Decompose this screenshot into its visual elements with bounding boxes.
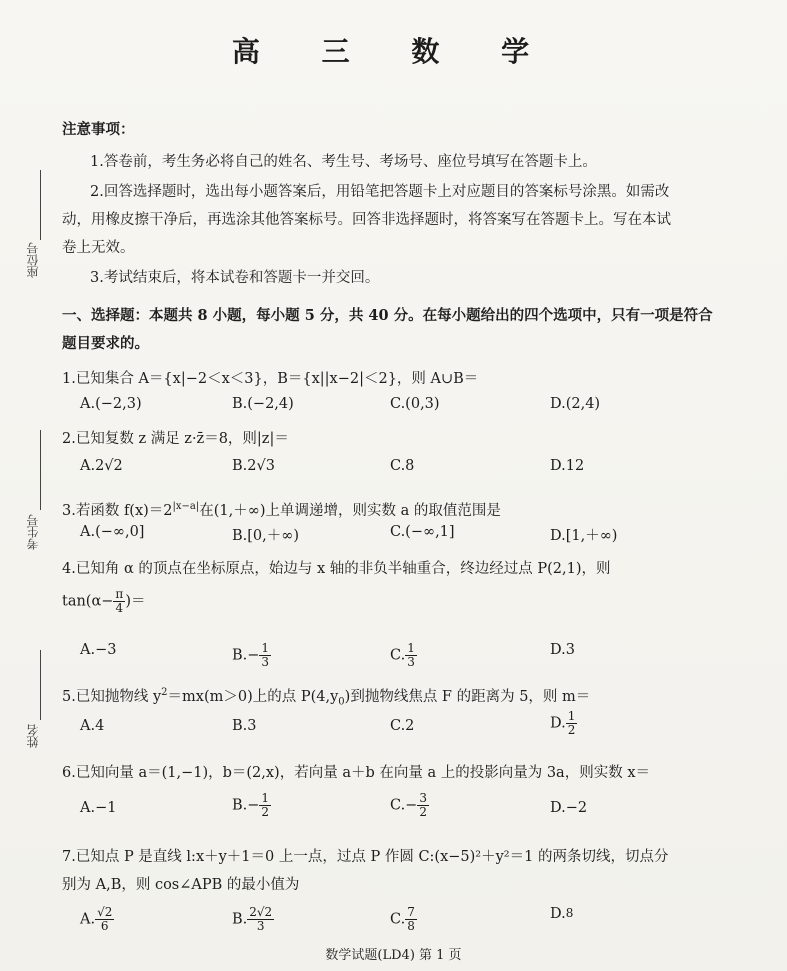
option-b: B.(−2,4) (232, 396, 294, 412)
side-seat-field (18, 170, 48, 310)
option-b: B.[0,＋∞) (232, 528, 299, 544)
option-b: B.− $\frac{1}{3}$ (232, 641, 270, 669)
option-d: D.(2,4) (550, 396, 601, 412)
question-1-stem: 1.已知集合 A＝{x|−2＜x＜3}，B＝{x||x−2|＜2}，则 A∪B＝ (62, 371, 479, 387)
question-6-stem: 6.已知向量 a＝(1,−1)，b＝(2,x)，若向量 a＋b 在向量 a 上的投影向量为 3a，则实数 x＝ (62, 765, 650, 781)
question-5-stem: 5.已知抛物线 $y^2=mx(m>0)$上的点 $P(4,y_0)$到抛物线焦点 F 的距离为 5，则 m＝ (62, 687, 591, 708)
q4-tan-pre: tan(α− (62, 593, 114, 610)
section-heading-1: 一、选择题：本题共 8 小题，每小题 5 分，共 40 分。在每小题给出的四个选项中，只有一项是符合 (62, 307, 713, 324)
notice-item-2c: 卷上无效。 (62, 240, 135, 256)
option-a: A.(−2,3) (80, 396, 142, 412)
side-label-exam-no: 考生号 (26, 514, 40, 550)
option-b: B. $\frac{2√2}{3}$ (232, 905, 273, 933)
page-footer: 数学试题(LD4) 第 1 页 (325, 948, 462, 963)
option-b: B.3 (232, 718, 257, 734)
side-label-seat: 座位号 (26, 242, 40, 278)
notice-item-3: 3.考试结束后，将本试卷和答题卡一并交回。 (90, 270, 380, 286)
question-2-options (80, 458, 740, 484)
option-b: B.− $\frac{1}{2}$ (232, 791, 270, 819)
question-3-stem (62, 494, 734, 524)
option-d: D.3 (550, 642, 575, 658)
question-7-stem: 7.已知点 P 是直线 l:x＋y＋1＝0 上一点，过点 P 作圆 C:(x−5)²＋y²＝1 的两条切线，切点分 (62, 849, 669, 865)
question-3-options (80, 524, 740, 550)
option-c: C.2 (390, 718, 415, 734)
question-4-options (80, 642, 740, 668)
option-c: C.− $\frac{3}{2}$ (390, 791, 427, 819)
option-c: C. $\frac{7}{8}$ (390, 905, 415, 933)
question-4-stem: 4.已知角 α 的顶点在坐标原点，始边与 x 轴的非负半轴重合，终边经过点 P(2,1)，则 (62, 561, 611, 577)
q3-stem-exponent: |x−a| (172, 501, 200, 512)
page-title: 高 三 数 学 (231, 35, 556, 68)
option-d: D. $\frac{1}{2}$ (550, 709, 576, 737)
option-d: D.[1,＋∞) (550, 528, 618, 544)
q3-stem-post: 在(1,＋∞)上单调递增，则实数 a 的取值范围是 (199, 502, 501, 519)
notice-heading: 注意事项： (62, 121, 135, 138)
option-a: A.4 (80, 718, 105, 734)
question-4-stem-line2 (62, 588, 734, 615)
question-2-stem: 2.已知复数 z 满足 z·z̄＝8，则|z|＝ (62, 431, 289, 447)
option-c: C.(0,3) (390, 396, 440, 412)
q3-stem-pre: 3.若函数 f(x)＝2 (62, 502, 173, 519)
question-1-options (80, 396, 740, 422)
option-c: C.8 (390, 458, 415, 474)
option-d: D.$^8$ (550, 906, 574, 922)
option-b: B.2√3 (232, 458, 275, 474)
option-c: C. $\frac{1}{3}$ (390, 641, 415, 669)
notice-item-2b: 动，用橡皮擦干净后，再选涂其他答案标号。回答非选择题时，将答案写在答题卡上。写在本试 (62, 212, 671, 228)
option-a: A.(−∞,0] (80, 524, 145, 540)
question-6-options (80, 791, 740, 826)
notice-item-1: 1.答卷前，考生务必将自己的姓名、考生号、考场号、座位号填写在答题卡上。 (90, 154, 597, 170)
question-5-options (80, 709, 740, 744)
option-a: A. $\frac{√2}{6}$ (80, 905, 113, 933)
side-name-field (18, 650, 48, 760)
option-d: D.12 (550, 458, 585, 474)
section-heading-2: 题目要求的。 (62, 335, 149, 352)
q4-tan-post: )＝ (125, 593, 146, 610)
notice-item-2a: 2.回答选择题时，选出每小题答案后，用铅笔把答题卡上对应题目的答案标号涂黑。如需改 (90, 184, 670, 200)
option-a: A.−1 (80, 800, 117, 816)
option-a: A.−3 (80, 642, 117, 658)
question-7-stem-line2: 别为 A,B，则 cos∠APB 的最小值为 (62, 877, 300, 893)
side-exam-no-field (18, 430, 48, 580)
q4-pi-over-4: $\frac{\pi}{4}$ (115, 587, 124, 615)
side-label-name: 姓名 (26, 724, 40, 748)
option-a: A.2√2 (80, 458, 123, 474)
question-7-options (80, 906, 740, 932)
option-d: D.−2 (550, 800, 588, 816)
option-c: C.(−∞,1] (390, 524, 455, 540)
